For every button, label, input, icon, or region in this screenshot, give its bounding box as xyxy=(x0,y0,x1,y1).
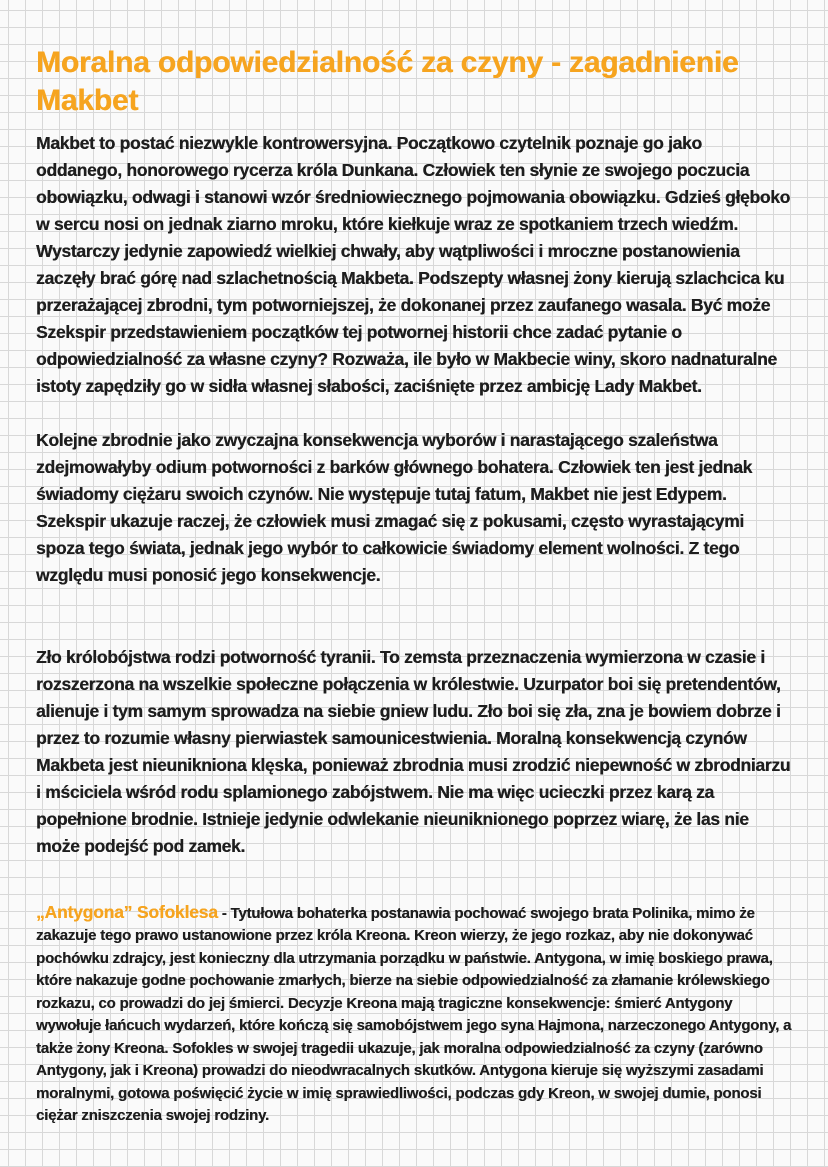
paragraph-antygona xyxy=(36,901,792,1128)
antygona-term-heading: „Antygona” Sofoklesa xyxy=(36,901,218,922)
antygona-body-text: Tytułowa bohaterka postanawia pochować swojego brata Polinika, mimo że zakazuje tego prawo ustanowione przez króla Kreona. Kreon wierzy, że jego rozkaz, aby nie dokonywać pochówku zdrajcy, jest konieczny dla utrzymania porządku w państwie. Antygona, w imię boskiego prawa, które nakazuje godne pochowanie zmarłych, bierze na siebie odpowiedzialność za złamanie królewskiego rozkazu, co prowadzi do jej śmierci. Decyzje Kreona mają tragiczne konsekwencje: śmierć Antygony wywołuje łańcuch wydarzeń, które kończą się samobójstwem jego syna Hajmona, narzeczonego Antygony, a także żony Kreona. Sofokles w swojej tragedii ukazuje, jak moralna odpowiedzialność za czyny (zarówno Antygony, jak i Kreona) prowadzi do nieodwracalnych skutków. Antygona kieruje się wyższymi zasadami moralnymi, gotowa poświęcić życie w imię sprawiedliwości, podczas gdy Kreon, w swojej dumie, ponosi ciężar zniszczenia swojej rodziny. xyxy=(36,904,792,1125)
paragraph-makbet-intro: Makbet to postać niezwykle kontrowersyjna. Początkowo czytelnik poznaje go jako oddanego, honorowego rycerza króla Dunkana. Człowiek ten słynie ze swojego poczucia obowiązku, odwagi i stanowi wzór średniowiecznego pojmowania obowiązku. Gdzieś głęboko w sercu nosi on jednak ziarno mroku, które kiełkuje wraz ze spotkaniem trzech wiedźm. Wystarczy jedynie zapowiedź wielkiej chwały, aby wątpliwości i mroczne postanowienia zaczęły brać górę nad szlachetnością Makbeta. Podszepty własnej żony kierują szlachcica ku przerażającej zbrodni, tym potworniejszej, że dokonanej przez zaufanego wasala. Być może Szekspir przedstawieniem początków tej potwornej historii chce zadać pytanie o odpowiedzialność za własne czyny? Rozważa, ile było w Makbecie winy, skoro nadnaturalne istoty zapędziły go w sidła własnej słabości, zaciśnięte przez ambicję Lady Makbet. xyxy=(36,132,791,396)
antygona-dash-separator: - xyxy=(217,904,231,922)
page-title: Moralna odpowiedzialność za czyny - zagadnienie Makbet xyxy=(36,46,739,117)
paragraph-makbet-tyranny: Zło królobójstwa rodzi potworność tyranii. To zemsta przeznaczenia wymierzona w czasie i rozszerzona na wszelkie społeczne połączenia w królestwie. Uzurpator boi się pretendentów, alienuje i tym samym sprowadza na siebie gniew ludu. Zło boi się zła, zna je bowiem dobrze i przez to rozumie własny pierwiastek samounicestwienia. Moralną konsekwencją czynów Makbeta jest nieunikniona klęska, ponieważ zbrodnia musi zrodzić niepewność w zbrodniarzu i mściciela wśród rodu splamionego zabójstwem. Nie ma więc ucieczki przez karą za popełnione brodnie. Istnieje jedynie odwlekanie nieuniknionego poprzez wiarę, że las nie może podejść pod zamek. xyxy=(36,646,791,856)
page-content xyxy=(36,44,792,1128)
paragraph-makbet-choices: Kolejne zbrodnie jako zwyczajna konsekwencja wyborów i narastającego szaleństwa zdejmowałyby odium potworności z barków głównego bohatera. Człowiek ten jest jednak świadomy ciężaru swoich czynów. Nie występuje tutaj fatum, Makbet nie jest Edypem. Szekspir ukazuje raczej, że człowiek musi zmagać się z pokusami, często wyrastającymi spoza tego świata, jednak jego wybór to całkowicie świadomy element wolności. Z tego względu musi ponosić jego konsekwencje. xyxy=(36,429,753,585)
